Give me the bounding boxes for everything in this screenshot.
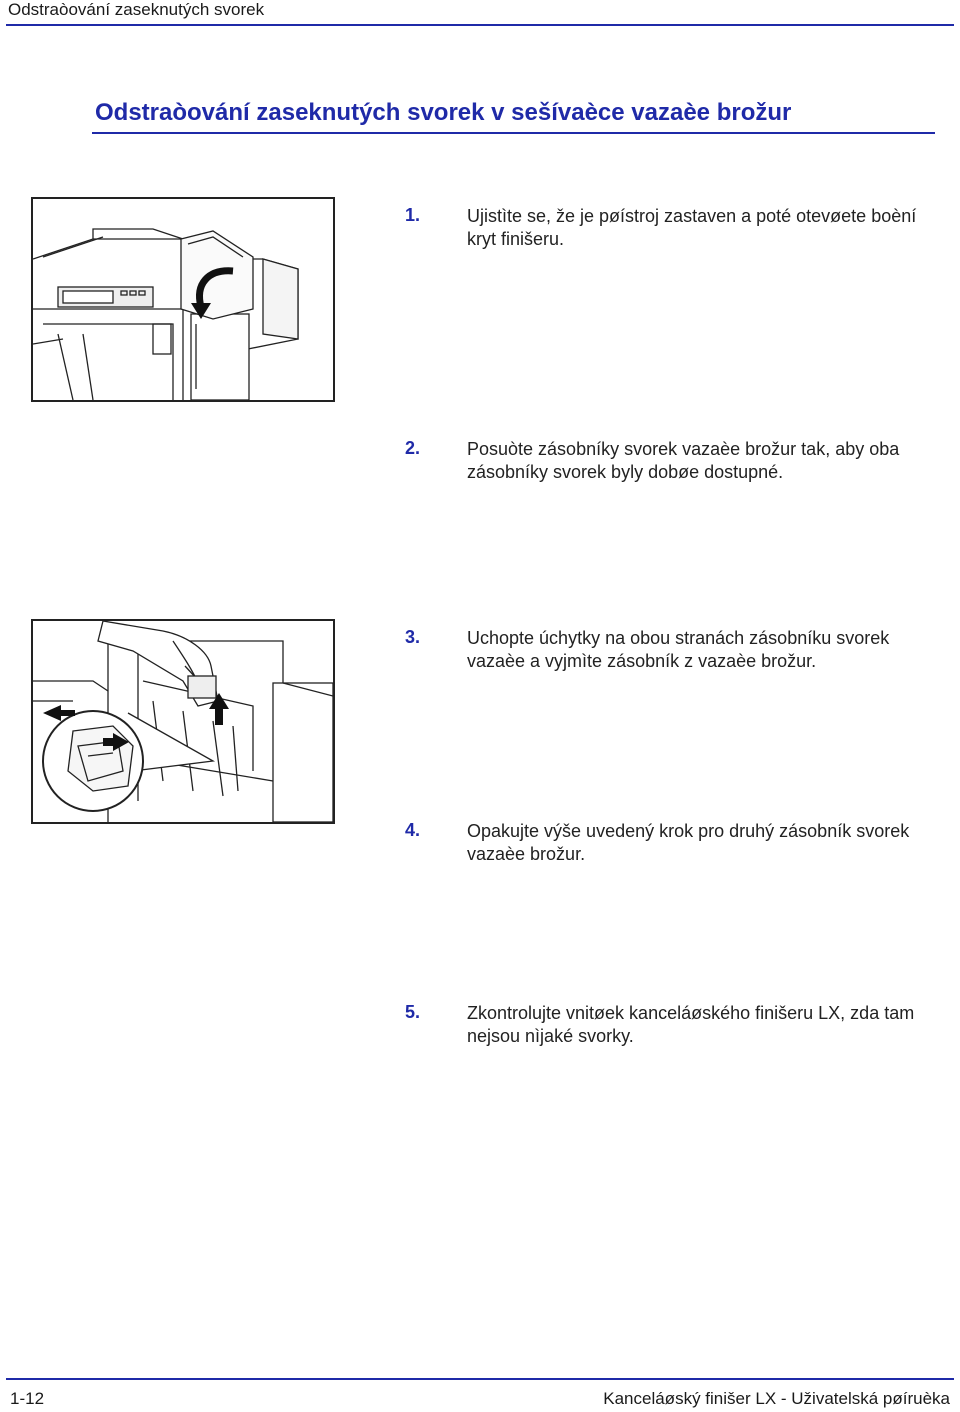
step-instruction: Zkontrolujte vnitøek kanceláøského finišeru LX, zda tam nejsou nìjaké svorky. [467, 1003, 915, 1046]
header-divider [6, 24, 954, 26]
step-number: 5. [405, 1002, 421, 1022]
page-number: 1-12 [10, 1389, 45, 1408]
footer-divider [6, 1378, 954, 1380]
title-divider [92, 132, 935, 134]
staple-cartridge-illustration [33, 621, 333, 822]
manual-title: Kanceláøský finišer LX - Uživatelská pøíruèka [603, 1389, 950, 1408]
finisher-cover-illustration [33, 199, 333, 400]
figure-open-finisher-cover [31, 197, 335, 402]
step-number: 2. [405, 438, 421, 458]
running-header: Odstraòování zaseknutých svorek [8, 0, 265, 19]
step-number: 3. [405, 627, 421, 647]
step-instruction: Ujistìte se, že je pøístroj zastaven a poté otevøete boèní kryt finišeru. [467, 206, 917, 249]
step-number: 1. [405, 205, 421, 225]
step-instruction: Uchopte úchytky na obou stranách zásobníku svorek vazaèe a vyjmìte zásobník z vazaèe brožur. [467, 628, 890, 671]
figure-remove-staple-cartridge [31, 619, 335, 824]
step-instruction: Opakujte výše uvedený krok pro druhý zásobník svorek vazaèe brožur. [467, 821, 910, 864]
page-title: Odstraòování zaseknutých svorek v sešívaèce vazaèe brožur [95, 99, 792, 126]
step-number: 4. [405, 820, 421, 840]
step-instruction: Posuòte zásobníky svorek vazaèe brožur tak, aby oba zásobníky svorek byly dobøe dostupné. [467, 439, 900, 482]
